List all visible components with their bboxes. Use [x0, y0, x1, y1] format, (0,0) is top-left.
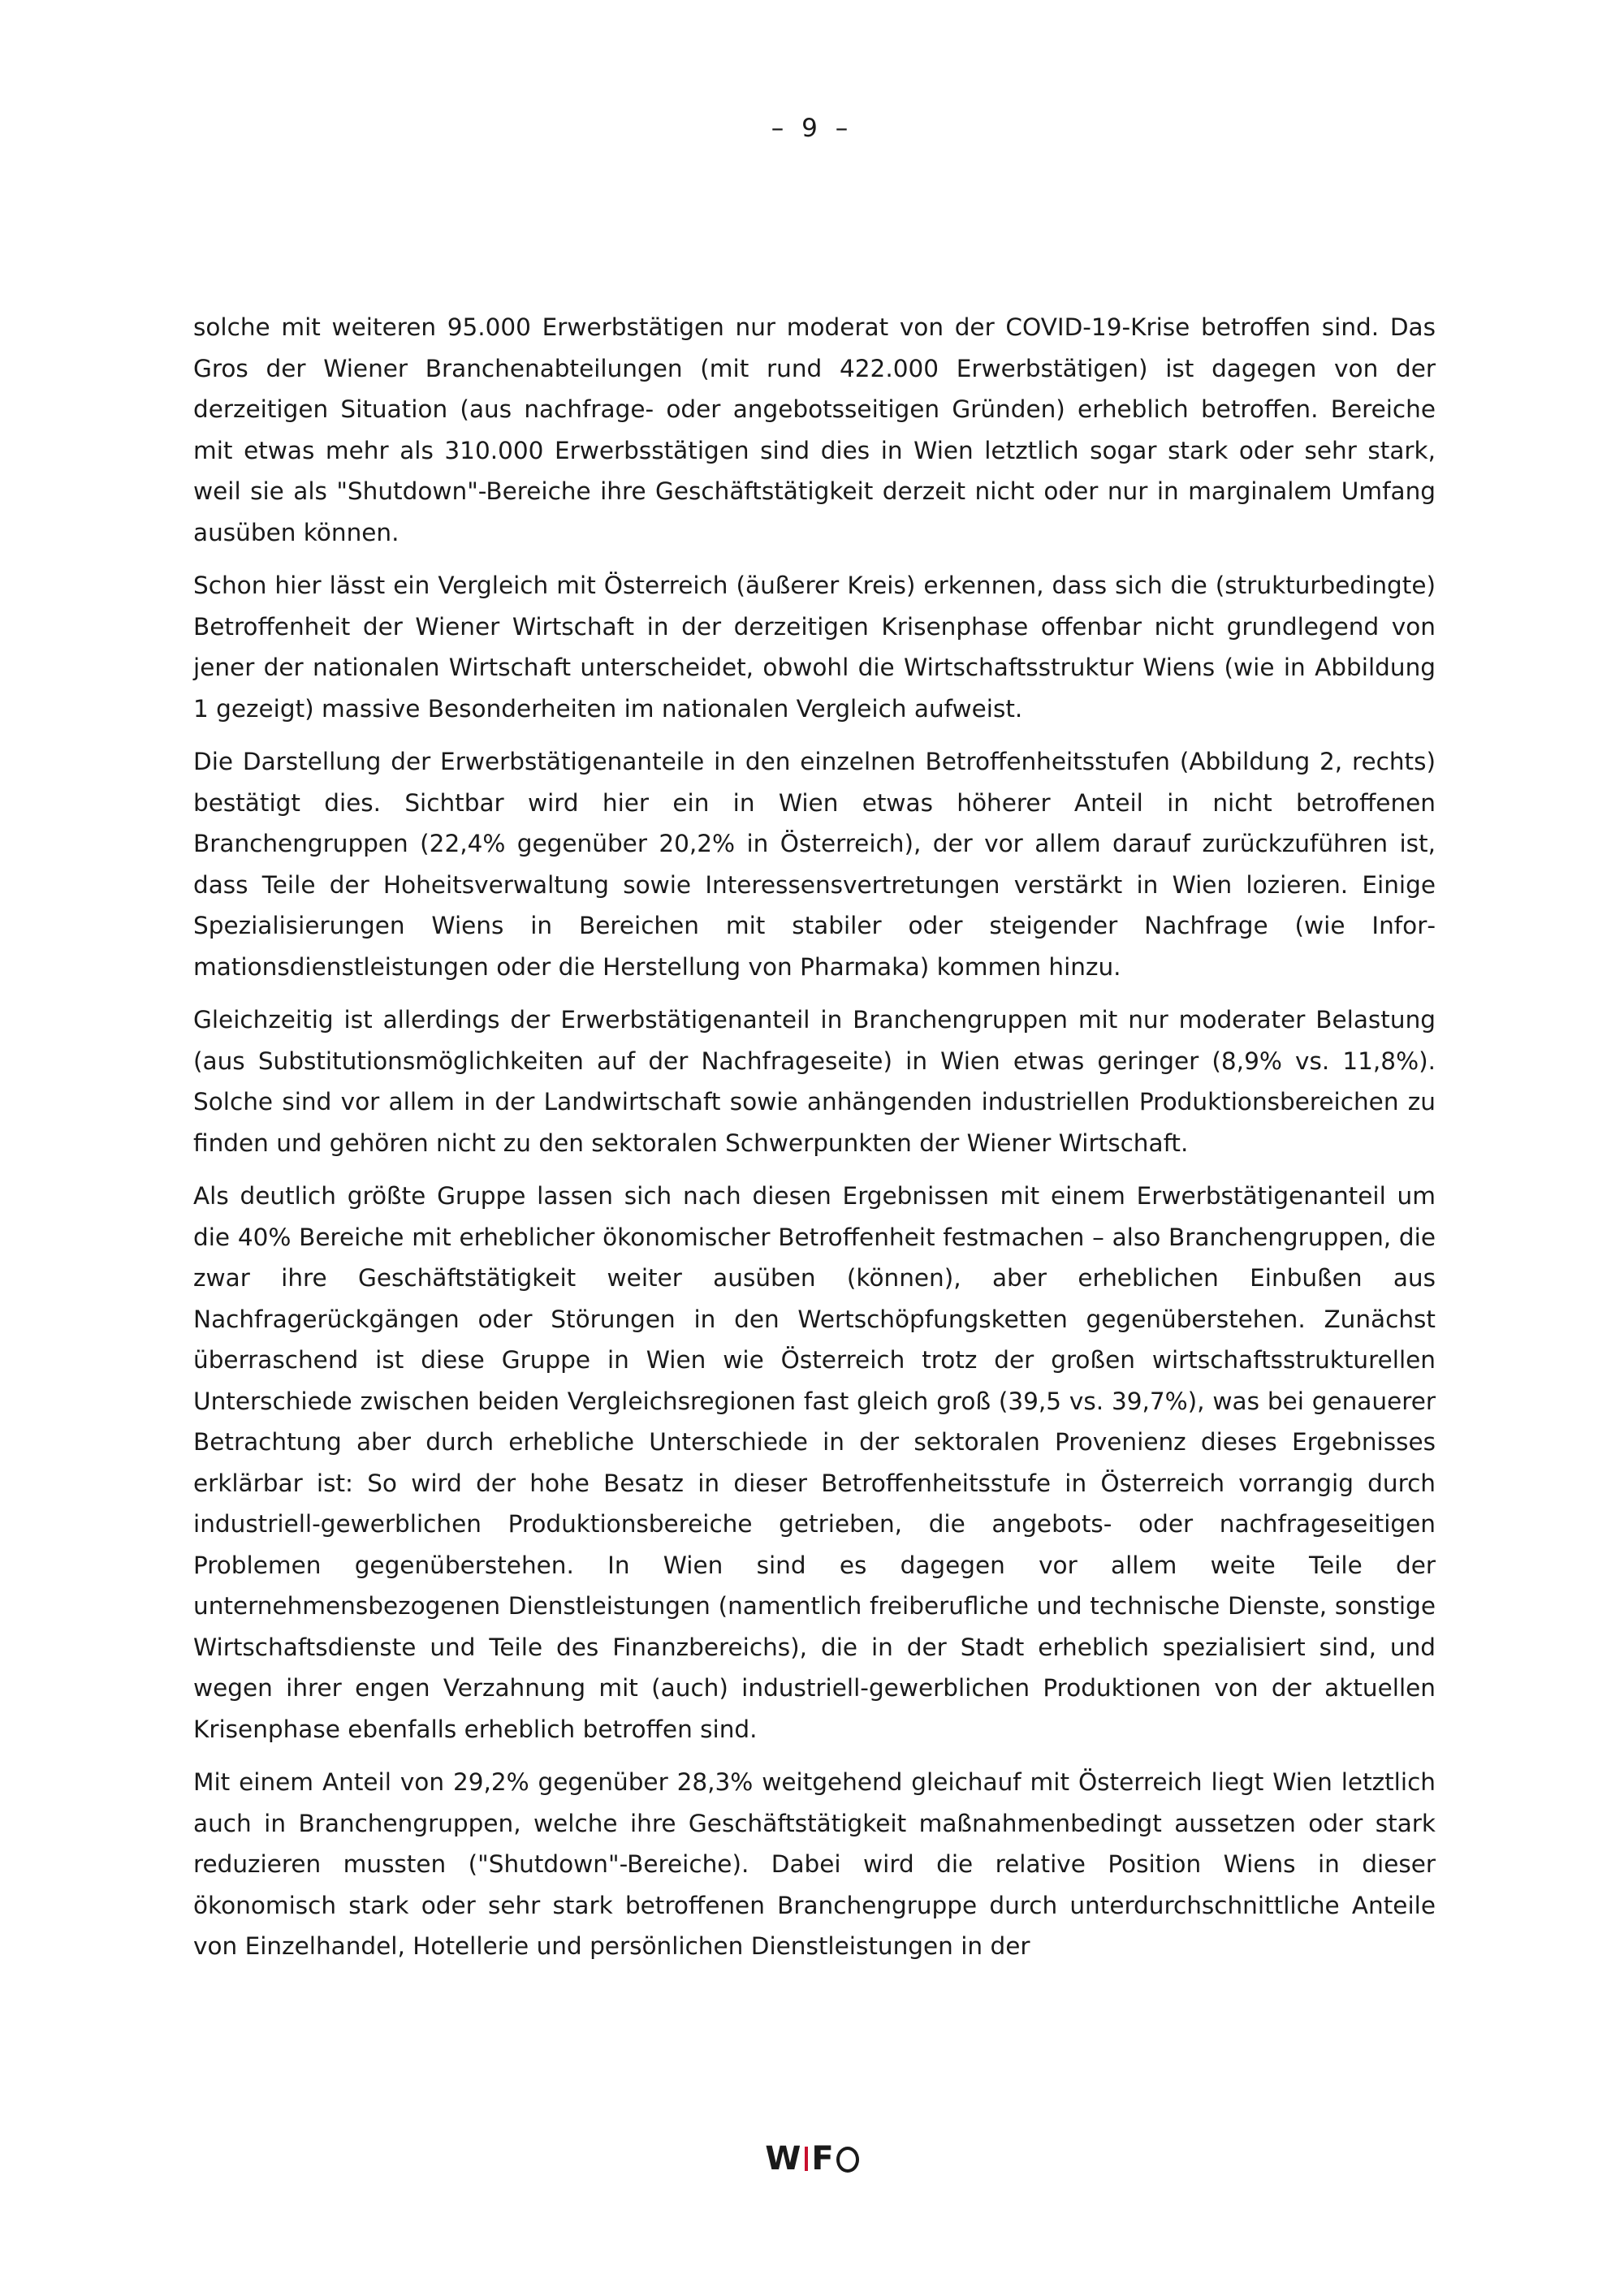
- page-number: – 9 –: [771, 114, 853, 143]
- logo-letter-f: F: [811, 2140, 835, 2177]
- logo-letter-w: W: [765, 2140, 802, 2177]
- paragraph: Als deutlich größte Gruppe lassen sich nach diesen Ergebnissen mit einem Erwerbstätigenanteil um die 40% Bereiche mit erheblicher ökonomischer Betroffenheit festmachen – also Branchengruppen, die zwar ihre Geschäftstätigkeit weiter ausüben (können), aber erheblichen Einbußen aus Nachfragerückgängen oder Störungen in den Wertschöpfungsketten gegenüberstehen. Zunächst überraschend ist diese Gruppe in Wien wie Österreich trotz der großen wirtschaftsstrukturellen Unterschiede zwischen beiden Vergleichsregionen fast gleich groß (39,5 vs. 39,7%), was bei genauerer Betrachtung aber durch erhebliche Unterschiede in der sektoralen Provenienz dieses Ergebnisses erklärbar ist: So wird der hohe Besatz in dieser Betroffenheitsstufe in Österreich vorrangig durch industriell-gewerblichen Produktionsbereiche getrieben, die angebots- oder nachfrageseitigen Problemen gegenüberstehen. In Wien sind es dagegen vor allem weite Teile der unternehmensbezogenen Dienstleistungen (namentlich freiberufliche und technische Dienste, sonstige Wirtschaftsdienste und Teile des Finanzbereichs), die in der Stadt erheblich spezialisiert sind, und wegen ihrer engen Verzahnung mit (auch) industriell-gewerblichen Produktionen von der aktuellen Krisenphase ebenfalls erheblich betroffen sind.: [193, 1182, 1436, 1743]
- body-text: [193, 307, 1436, 1979]
- paragraph: Gleichzeitig ist allerdings der Erwerbstätigenanteil in Branchengruppen mit nur moderater Belastung (aus Substitutionsmöglichkeiten auf der Nachfrageseite) in Wien etwas geringer (8,9% vs. 11,8%). Solche sind vor allem in der Landwirtschaft sowie anhängenden industriellen Produktionsbereichen zu finden und gehören nicht zu den sektoralen Schwerpunkten der Wiener Wirtschaft.: [193, 1006, 1436, 1157]
- logo-red-bar: [805, 2147, 808, 2171]
- paragraph: solche mit weiteren 95.000 Erwerbstätigen nur moderat von der COVID-19-Krise betroffen sind. Das Gros der Wiener Branchenabteilungen (mit rund 422.000 Erwerbstätigen) ist dagegen von der derzeitigen Situation (aus nachfrage- oder angebotsseitigen Gründen) erheblich betroffen. Bereiche mit etwas mehr als 310.000 Erwerbsstätigen sind dies in Wien letztlich sogar stark oder sehr stark, weil sie als "Shutdown"-Bereiche ihre Geschäftstätigkeit derzeit nicht oder nur in marginalem Umfang ausüben können.: [193, 313, 1436, 546]
- paragraph: Die Darstellung der Erwerbstätigenanteile in den einzelnen Betroffenheitsstufen (Abbildung 2, rechts) bestätigt dies. Sichtbar wird hier ein in Wien etwas höherer Anteil in nicht betroffenen Branchengruppen (22,4% gegenüber 20,2% in Österreich), der vor allem darauf zurückzuführen ist, dass Teile der Hoheitsverwaltung sowie Interessensvertretungen verstärkt in Wien lozieren. Einige Spezialisierungen Wiens in Bereichen mit stabiler oder steigender Nachfrage (wie Informationsdienstleistungen oder die Herstellung von Pharmaka) kommen hinzu.: [193, 748, 1436, 981]
- logo-ring-o: [836, 2147, 859, 2173]
- wifo-logo: [0, 2140, 1624, 2177]
- paragraph: Schon hier lässt ein Vergleich mit Österreich (äußerer Kreis) erkennen, dass sich die (strukturbedingte) Betroffenheit der Wiener Wirtschaft in der derzeitigen Krisenphase offenbar nicht grundlegend von jener der nationalen Wirtschaft unterscheidet, obwohl die Wirtschaftsstruktur Wiens (wie in Abbildung 1 gezeigt) massive Besonderheiten im nationalen Vergleich aufweist.: [193, 572, 1436, 723]
- paragraph: Mit einem Anteil von 29,2% gegenüber 28,3% weitgehend gleichauf mit Österreich liegt Wien letztlich auch in Branchengruppen, welche ihre Geschäftstätigkeit maßnahmenbedingt aussetzen oder stark reduzieren mussten ("Shutdown"-Bereiche). Dabei wird die relative Position Wiens in dieser ökonomisch stark oder sehr stark betroffenen Branchengruppe durch unterdurchschnittliche Anteile von Einzelhandel, Hotellerie und persönlichen Dienstleistungen in der: [193, 1768, 1436, 1960]
